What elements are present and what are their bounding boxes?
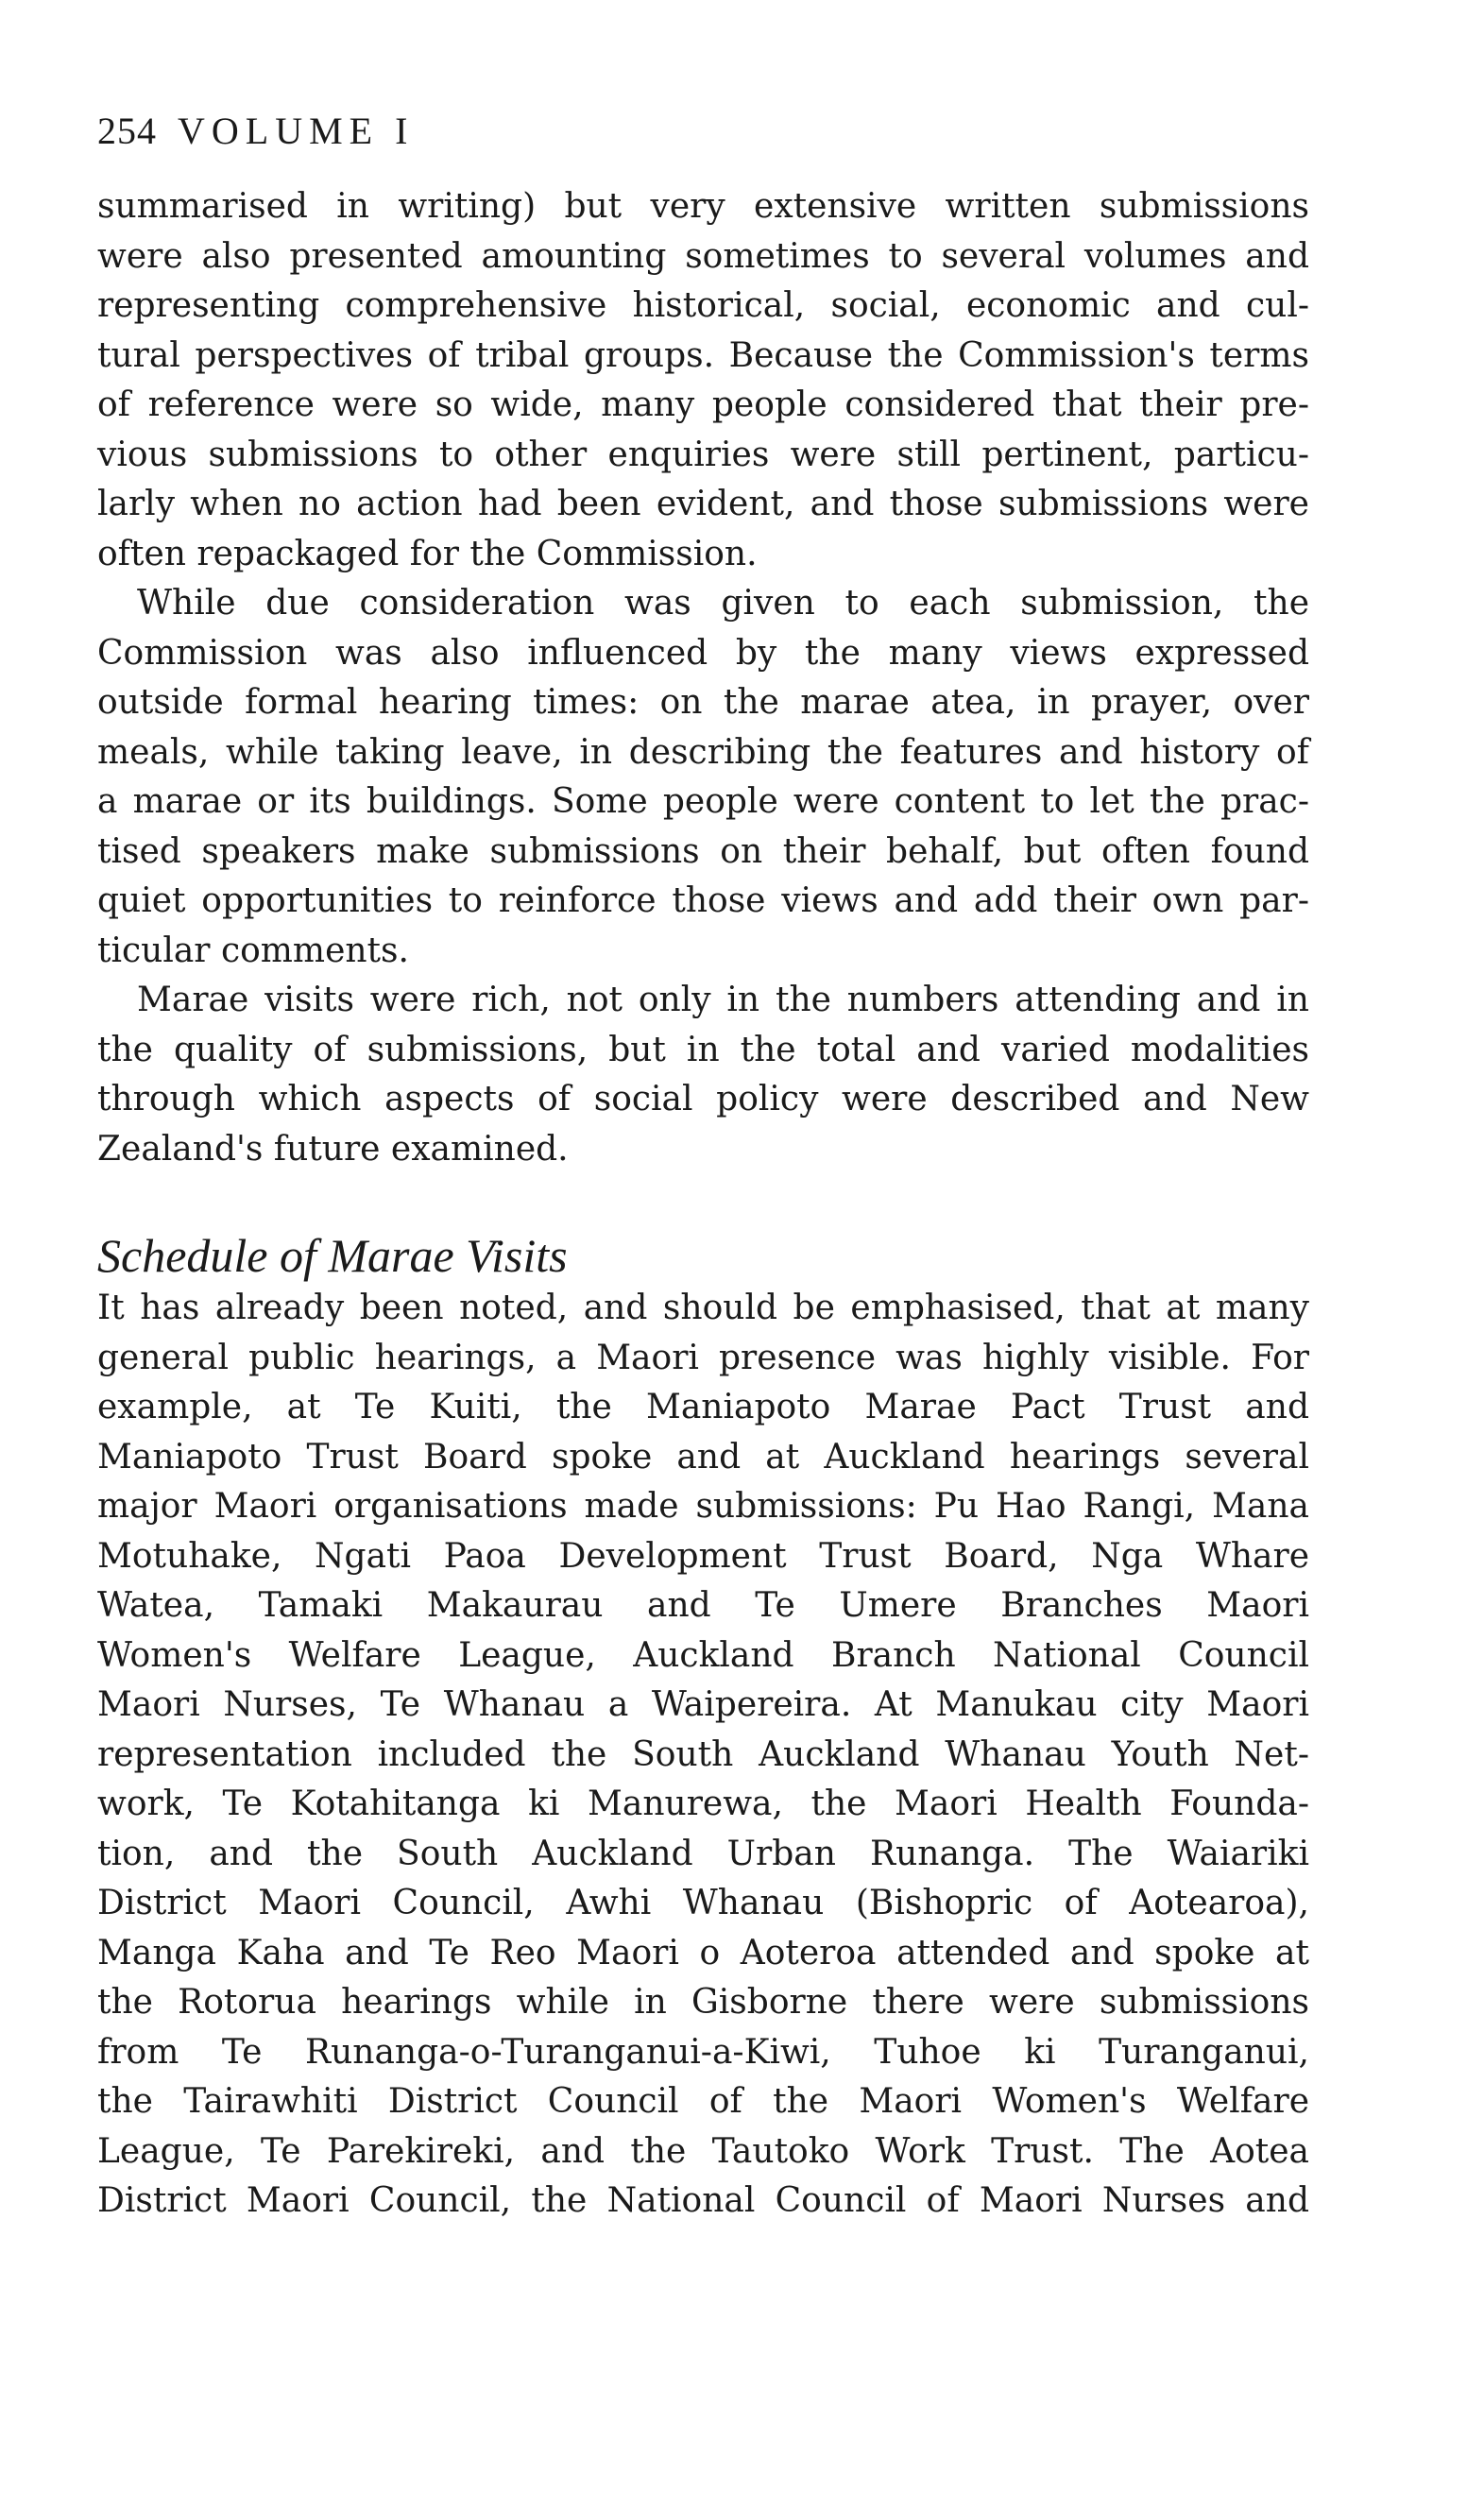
text-line: were also presented amounting sometimes to several volumes and	[97, 236, 1309, 276]
text-line: Maori Nurses, Te Whanau a Waipereira. At Manukau city Maori	[97, 1685, 1309, 1724]
text-line: a marae or its buildings. Some people were content to let the prac-	[97, 782, 1309, 821]
section-paragraph	[97, 1284, 1309, 2227]
text-line: District Maori Council, the National Council of Maori Nurses and	[97, 2181, 1309, 2220]
section-heading: Schedule of Marae Visits	[97, 1229, 568, 1282]
paragraph-2	[97, 579, 1309, 976]
text-line: It has already been noted, and should be emphasised, that at many	[97, 1289, 1309, 1327]
text-line: While due consideration was given to each submission, the	[137, 584, 1309, 623]
text-line: representation included the South Auckland Whanau Youth Net-	[97, 1734, 1309, 1774]
volume-label: VOLUME I	[178, 110, 415, 152]
text-line: example, at Te Kuiti, the Maniapoto Marae Pact Trust and	[97, 1388, 1309, 1426]
text-line: District Maori Council, Awhi Whanau (Bishopric of Aotearoa),	[97, 1884, 1309, 1922]
text-line: from Te Runanga-o-Turanganui-a-Kiwi, Tuhoe ki Turanganui,	[97, 2032, 1309, 2072]
text-line: of reference were so wide, many people considered that their pre-	[97, 385, 1309, 424]
text-line: through which aspects of social policy were described and New	[97, 1080, 1309, 1118]
text-line: Commission was also influenced by the many views expressed	[97, 633, 1309, 673]
text-line: Maniapoto Trust Board spoke and at Auckland hearings several	[97, 1437, 1309, 1477]
text-line: tural perspectives of tribal groups. Because the Commission's terms	[97, 335, 1309, 375]
book-page	[97, 109, 1309, 2227]
text-line: summarised in writing) but very extensive written submissions	[97, 187, 1309, 226]
text-line: outside formal hearing times: on the marae atea, in prayer, over	[97, 683, 1309, 722]
text-line: often repackaged for the Commission.	[97, 534, 758, 573]
text-line: major Maori organisations made submissions: Pu Hao Rangi, Mana	[97, 1487, 1309, 1526]
text-line: general public hearings, a Maori presence was highly visible. For	[97, 1338, 1309, 1377]
text-line: larly when no action had been evident, and those submissions were	[97, 485, 1309, 523]
text-line: work, Te Kotahitanga ki Manurewa, the Maori Health Founda-	[97, 1784, 1309, 1823]
text-line: Watea, Tamaki Makaurau and Te Umere Branches Maori	[97, 1586, 1309, 1625]
text-line: vious submissions to other enquiries were still pertinent, particu-	[97, 435, 1309, 474]
text-line: tion, and the South Auckland Urban Runanga. The Waiariki	[97, 1834, 1309, 1873]
text-line: representing comprehensive historical, social, economic and cul-	[97, 286, 1309, 325]
text-line: the Tairawhiti District Council of the Maori Women's Welfare	[97, 2082, 1309, 2121]
text-line: quiet opportunities to reinforce those views and add their own par-	[97, 881, 1309, 920]
text-line: Manga Kaha and Te Reo Maori o Aoteroa attended and spoke at	[97, 1933, 1309, 1972]
text-line: Marae visits were rich, not only in the numbers attending and in	[137, 981, 1309, 1019]
text-line: the Rotorua hearings while in Gisborne there were submissions	[97, 1983, 1309, 2022]
text-line: Zealand's future examined.	[97, 1129, 569, 1169]
text-line: the quality of submissions, but in the total and varied modalities	[97, 1030, 1309, 1069]
text-line: Motuhake, Ngati Paoa Development Trust Board, Nga Whare	[97, 1536, 1309, 1576]
text-line: ticular comments.	[97, 931, 409, 970]
text-line: tised speakers make submissions on their behalf, but often found	[97, 831, 1309, 871]
text-line: Women's Welfare League, Auckland Branch National Council	[97, 1635, 1309, 1675]
running-head	[97, 109, 1309, 154]
text-line: meals, while taking leave, in describing the features and history of	[97, 732, 1309, 772]
paragraph-1	[97, 182, 1309, 579]
text-line: League, Te Parekireki, and the Tautoko Work Trust. The Aotea	[97, 2131, 1309, 2171]
paragraph-3	[97, 976, 1309, 1174]
page-number: 254	[97, 110, 157, 152]
